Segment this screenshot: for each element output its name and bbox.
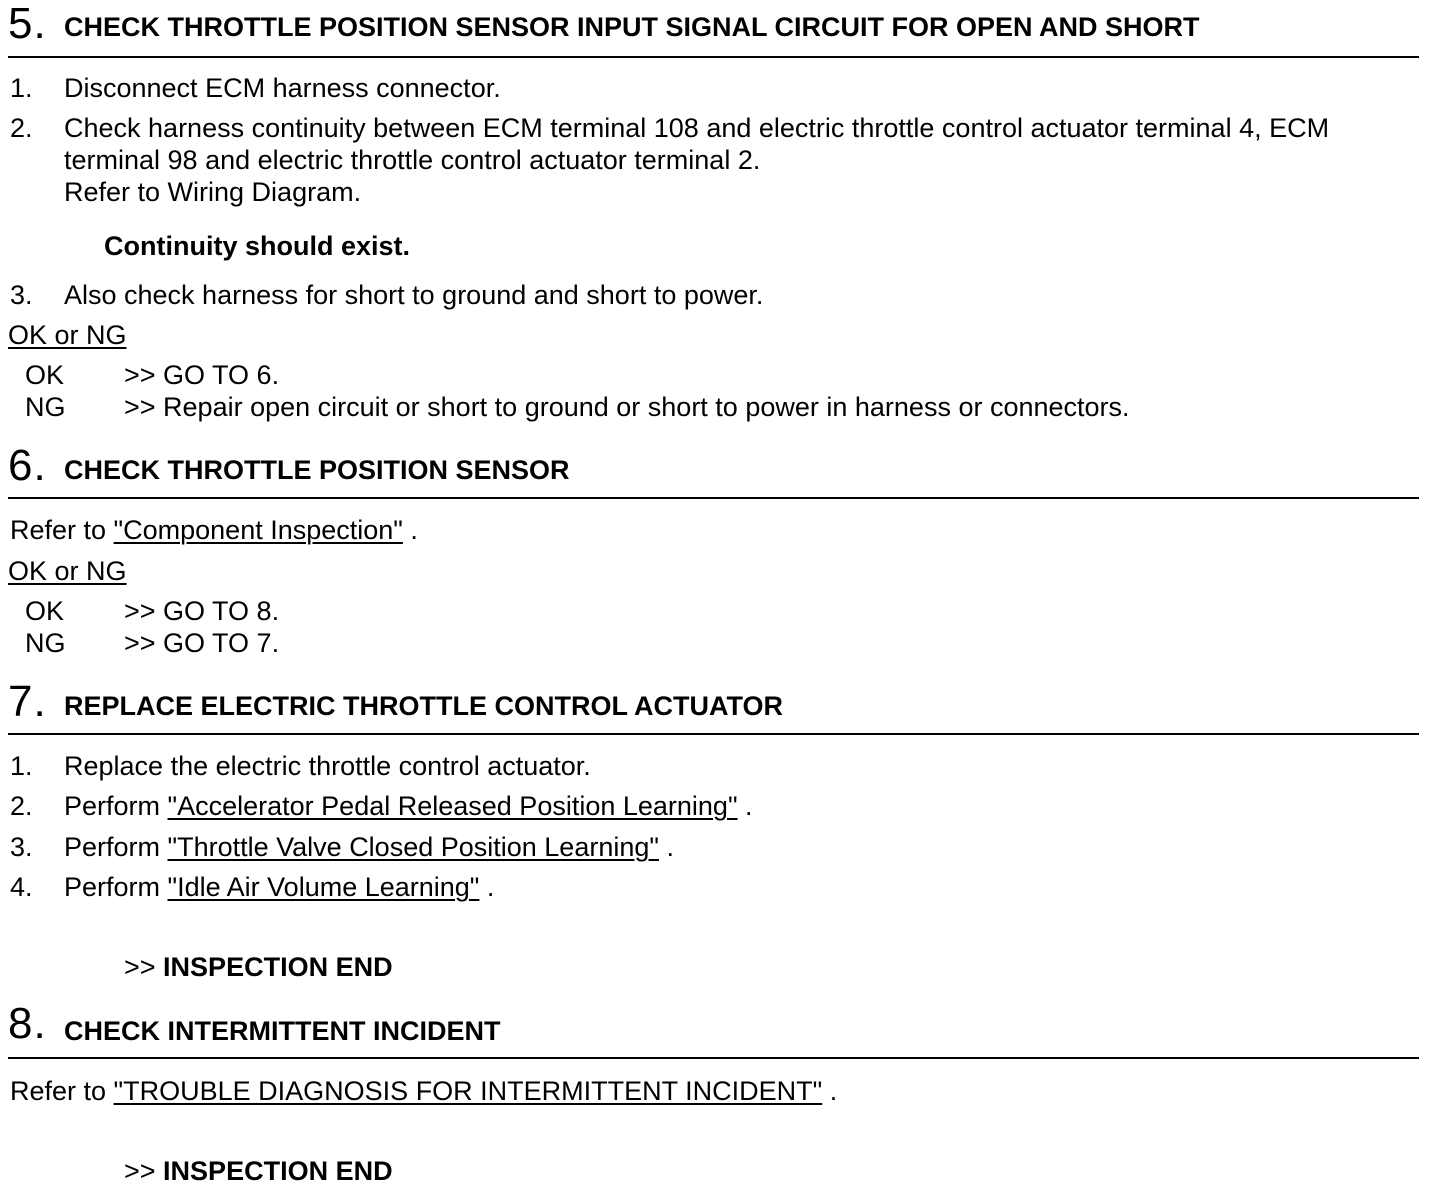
- section-5-title: CHECK THROTTLE POSITION SENSOR INPUT SIGNAL CIRCUIT FOR OPEN AND SHORT: [64, 12, 1200, 42]
- end-arrows: >>: [124, 952, 164, 982]
- step-suffix: .: [479, 872, 495, 902]
- result-text-ng: >> Repair open circuit or short to ground or short to power in harness or connectors.: [124, 392, 1130, 422]
- result-text-ok: >> GO TO 6.: [124, 360, 280, 390]
- step-text: [64, 832, 674, 862]
- result-text-ok: >> GO TO 8.: [124, 596, 280, 626]
- accelerator-pedal-learning-link[interactable]: "Accelerator Pedal Released Position Learning": [167, 791, 738, 821]
- step-text: [64, 872, 494, 902]
- result-label-ng: NG: [25, 392, 66, 422]
- section-5-divider: [8, 56, 1419, 58]
- throttle-valve-learning-link[interactable]: "Throttle Valve Closed Position Learning": [167, 832, 659, 862]
- section-6-title: CHECK THROTTLE POSITION SENSOR: [64, 455, 570, 485]
- inspection-end: [124, 1156, 393, 1186]
- step-number: 1.: [10, 751, 33, 781]
- refer-suffix: .: [402, 515, 418, 545]
- refer-prefix: Refer to: [10, 1076, 114, 1106]
- section-8-divider: [8, 1057, 1419, 1059]
- section-7-number: 7.: [8, 677, 47, 726]
- end-text: INSPECTION END: [163, 1156, 393, 1186]
- step-text: terminal 98 and electric throttle control actuator terminal 2.: [64, 145, 761, 175]
- end-text: INSPECTION END: [163, 952, 393, 982]
- section-8-title: CHECK INTERMITTENT INCIDENT: [64, 1016, 501, 1046]
- step-text: Also check harness for short to ground and short to power.: [64, 280, 764, 310]
- result-label-ok: OK: [25, 360, 65, 390]
- refer-prefix: Refer to: [10, 515, 114, 545]
- step-prefix: Perform: [64, 872, 168, 902]
- inspection-end: [124, 952, 393, 982]
- step-number: 4.: [10, 872, 33, 902]
- step-text: Replace the electric throttle control actuator.: [64, 751, 591, 781]
- section-8-number: 8.: [8, 999, 47, 1048]
- ok-or-ng-label: OK or NG: [8, 320, 127, 350]
- step-number: 3.: [10, 280, 33, 310]
- step-suffix: .: [658, 832, 674, 862]
- step-number: 1.: [10, 73, 33, 103]
- result-text-ng: >> GO TO 7.: [124, 628, 280, 658]
- refer-suffix: .: [822, 1076, 838, 1106]
- continuity-note: Continuity should exist.: [104, 231, 411, 261]
- step-prefix: Perform: [64, 832, 168, 862]
- step-number: 2.: [10, 791, 33, 821]
- step-text: Disconnect ECM harness connector.: [64, 73, 501, 103]
- refer-line: [10, 515, 418, 545]
- result-label-ng: NG: [25, 628, 66, 658]
- step-suffix: .: [737, 791, 753, 821]
- section-6-number: 6.: [8, 441, 47, 490]
- section-5-number: 5.: [8, 0, 47, 48]
- result-label-ok: OK: [25, 596, 65, 626]
- step-text: Refer to Wiring Diagram.: [64, 177, 362, 207]
- step-text: [64, 791, 753, 821]
- ok-or-ng-label: OK or NG: [8, 556, 127, 586]
- idle-air-volume-learning-link[interactable]: "Idle Air Volume Learning": [167, 872, 480, 902]
- refer-line: [10, 1076, 837, 1106]
- section-7-divider: [8, 733, 1419, 735]
- step-prefix: Perform: [64, 791, 168, 821]
- intermittent-incident-link[interactable]: "TROUBLE DIAGNOSIS FOR INTERMITTENT INCIDENT": [113, 1076, 823, 1106]
- component-inspection-link[interactable]: "Component Inspection": [113, 515, 403, 545]
- section-6-divider: [8, 497, 1419, 499]
- section-7-title: REPLACE ELECTRIC THROTTLE CONTROL ACTUATOR: [64, 691, 783, 721]
- step-text: Check harness continuity between ECM terminal 108 and electric throttle control actuator terminal 4, ECM: [64, 113, 1330, 143]
- step-number: 2.: [10, 113, 33, 143]
- end-arrows: >>: [124, 1156, 164, 1186]
- step-number: 3.: [10, 832, 33, 862]
